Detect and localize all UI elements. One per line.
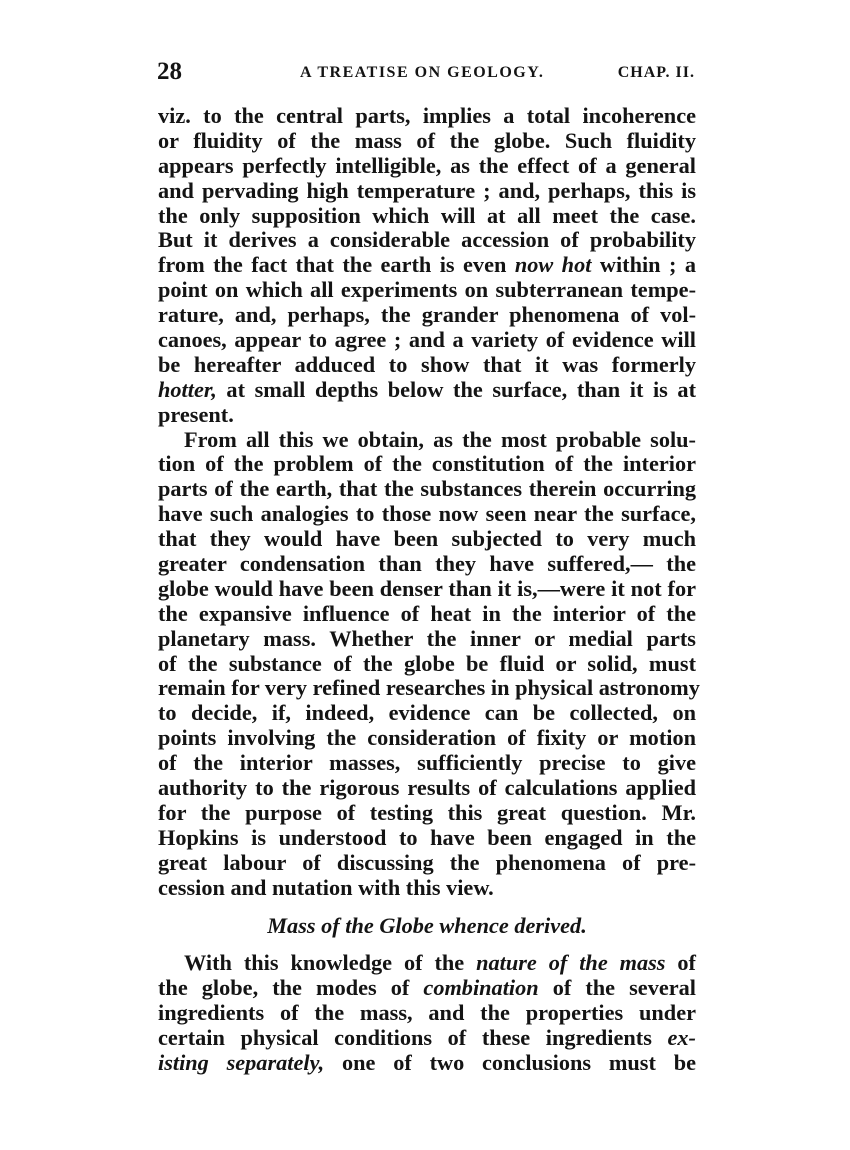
italic-text: isting separately, bbox=[158, 1049, 325, 1075]
paragraph-1-line: be hereafter adduced to show that it was formerly bbox=[158, 351, 696, 377]
paragraph-2-line: remain for very refined researches in physical astronomy bbox=[158, 675, 700, 701]
italic-text: nature of the mass bbox=[476, 950, 666, 976]
final-paragraph-line: With this knowledge of the nature of the mass of bbox=[184, 950, 696, 976]
paragraph-1-line: point on which all experiments on subterranean tempe- bbox=[158, 277, 696, 303]
paragraph-2-line: greater condensation than they have suffered,— the bbox=[158, 551, 696, 577]
paragraph-2-line: of the interior masses, sufficiently precise to give bbox=[158, 750, 696, 776]
running-title: A TREATISE ON GEOLOGY. bbox=[300, 64, 545, 81]
paragraph-2-line: great labour of discussing the phenomena of pre- bbox=[158, 849, 696, 875]
paragraph-1-line: appears perfectly intelligible, as the effect of a general bbox=[158, 152, 696, 178]
paragraph-1-line: hotter, at small depths below the surface, than it is at bbox=[158, 376, 696, 402]
final-paragraph-line: ingredients of the mass, and the properties under bbox=[158, 1000, 696, 1026]
italic-text: hotter, bbox=[158, 376, 217, 402]
paragraph-2-line: Hopkins is understood to have been engaged in the bbox=[158, 824, 696, 850]
paragraph-2-line: have such analogies to those now seen near the surface, bbox=[158, 501, 696, 527]
paragraph-2-line: cession and nutation with this view. bbox=[158, 874, 494, 900]
final-paragraph-line: isting separately, one of two conclusions must be bbox=[158, 1049, 696, 1075]
paragraph-1-line: canoes, appear to agree ; and a variety of evidence will bbox=[158, 327, 696, 353]
paragraph-2-line: From all this we obtain, as the most probable solu- bbox=[184, 426, 696, 452]
paragraph-2-line: tion of the problem of the constitution of the interior bbox=[158, 451, 696, 477]
page-number: 28 bbox=[157, 58, 182, 85]
paragraph-1-line: from the fact that the earth is even now hot within ; a bbox=[158, 252, 697, 278]
paragraph-1-line: present. bbox=[158, 401, 234, 427]
paragraph-1-line: viz. to the central parts, implies a total incoherence bbox=[158, 103, 696, 128]
paragraph-2-line: of the substance of the globe be fluid or solid, must bbox=[158, 650, 696, 676]
paragraph-2-line: the expansive influence of heat in the interior of the bbox=[158, 600, 696, 626]
paragraph-2-line: points involving the consideration of fixity or motion bbox=[158, 725, 696, 751]
paragraph-2-line: planetary mass. Whether the inner or medial parts bbox=[158, 625, 696, 651]
paragraph-2-line: parts of the earth, that the substances therein occurring bbox=[158, 476, 696, 502]
paragraph-2-line: globe would have been denser than it is,—were it not for bbox=[158, 575, 696, 601]
paragraph-1-line: or fluidity of the mass of the globe. Such fluidity bbox=[158, 127, 696, 153]
paragraph-1-line: But it derives a considerable accession of probability bbox=[158, 227, 696, 253]
paragraph-2-line: authority to the rigorous results of calculations applied bbox=[158, 775, 696, 801]
paragraph-1-line: the only supposition which will at all meet the case. bbox=[158, 202, 696, 228]
italic-text: now hot bbox=[514, 252, 592, 278]
final-paragraph-line: certain physical conditions of these ingredients ex- bbox=[158, 1025, 696, 1051]
paragraph-2-line: for the purpose of testing this great question. Mr. bbox=[158, 799, 696, 825]
section-heading: Mass of the Globe whence derived. bbox=[267, 912, 587, 938]
paragraph-2-line: to decide, if, indeed, evidence can be collected, on bbox=[158, 700, 696, 726]
page-body bbox=[158, 103, 700, 1076]
paragraph-2-line: that they would have been subjected to very much bbox=[158, 526, 696, 552]
italic-text: combination bbox=[423, 975, 539, 1001]
page-header bbox=[157, 58, 695, 94]
paragraph-1-line: rature, and, perhaps, the grander phenomena of vol- bbox=[158, 302, 696, 328]
chapter-label: CHAP. II. bbox=[617, 64, 695, 81]
paragraph-1-line: and pervading high temperature ; and, perhaps, this is bbox=[158, 177, 696, 203]
final-paragraph-line: the globe, the modes of combination of the several bbox=[158, 975, 696, 1001]
italic-text: ex- bbox=[667, 1025, 696, 1051]
